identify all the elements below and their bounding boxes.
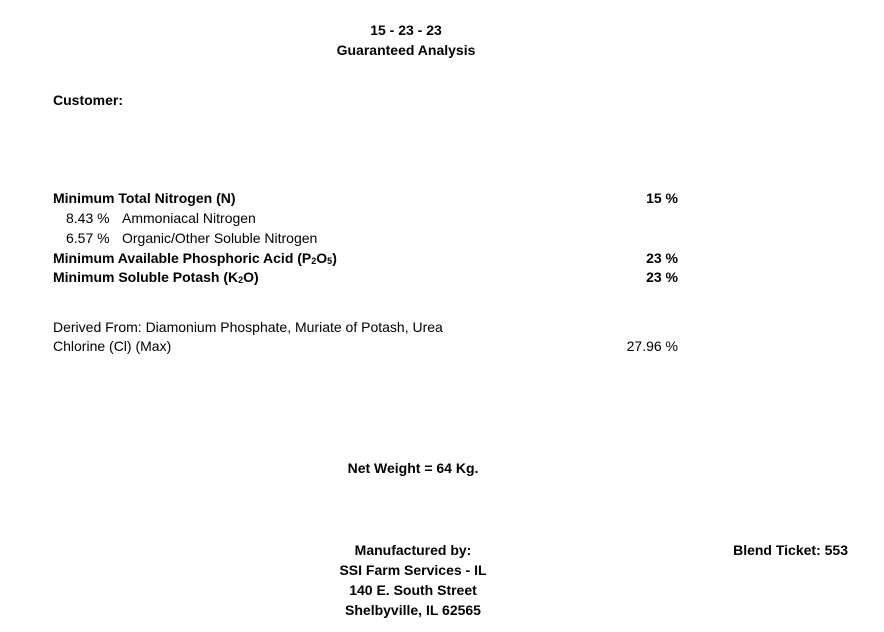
net-weight: Net Weight = 64 Kg. <box>347 460 479 476</box>
derived-from-text: Derived From: Diamonium Phosphate, Muriate of Potash, Urea <box>53 319 443 335</box>
organic-value: 6.57 % <box>66 230 110 246</box>
phosphoric-label-mid: O <box>316 250 328 266</box>
document-subtitle: Guaranteed Analysis <box>336 42 476 58</box>
organic-label: Organic/Other Soluble Nitrogen <box>122 230 318 246</box>
phosphoric-label-suffix: ) <box>332 250 337 266</box>
nitrogen-label: Minimum Total Nitrogen (N) <box>53 190 236 206</box>
potash-value: 23 % <box>646 269 678 285</box>
manufacturer-heading: Manufactured by: <box>354 542 472 558</box>
phosphoric-label <box>53 248 337 268</box>
potash-label-suffix: O) <box>243 269 259 285</box>
manufacturer-name: SSI Farm Services - IL <box>339 562 487 578</box>
manufacturer-street: 140 E. South Street <box>349 582 477 598</box>
ammoniacal-label: Ammoniacal Nitrogen <box>122 210 256 226</box>
customer-label: Customer: <box>53 92 124 108</box>
chlorine-label: Chlorine (Cl) (Max) <box>53 338 172 354</box>
ammoniacal-value: 8.43 % <box>66 210 110 226</box>
potash-label <box>53 267 259 287</box>
phosphoric-subscript-5: 5 <box>327 256 333 266</box>
chlorine-value: 27.96 % <box>626 338 678 354</box>
phosphoric-label-prefix: Minimum Available Phosphoric Acid (P <box>53 250 312 266</box>
phosphoric-subscript-2: 2 <box>311 256 317 266</box>
potash-subscript-2: 2 <box>238 275 244 285</box>
potash-label-prefix: Minimum Soluble Potash (K <box>53 269 239 285</box>
blend-ticket: Blend Ticket: 553 <box>733 542 848 558</box>
nitrogen-value: 15 % <box>646 190 678 206</box>
grade-title: 15 - 23 - 23 <box>370 22 442 38</box>
manufacturer-city: Shelbyville, IL 62565 <box>345 602 481 618</box>
phosphoric-value: 23 % <box>646 250 678 266</box>
